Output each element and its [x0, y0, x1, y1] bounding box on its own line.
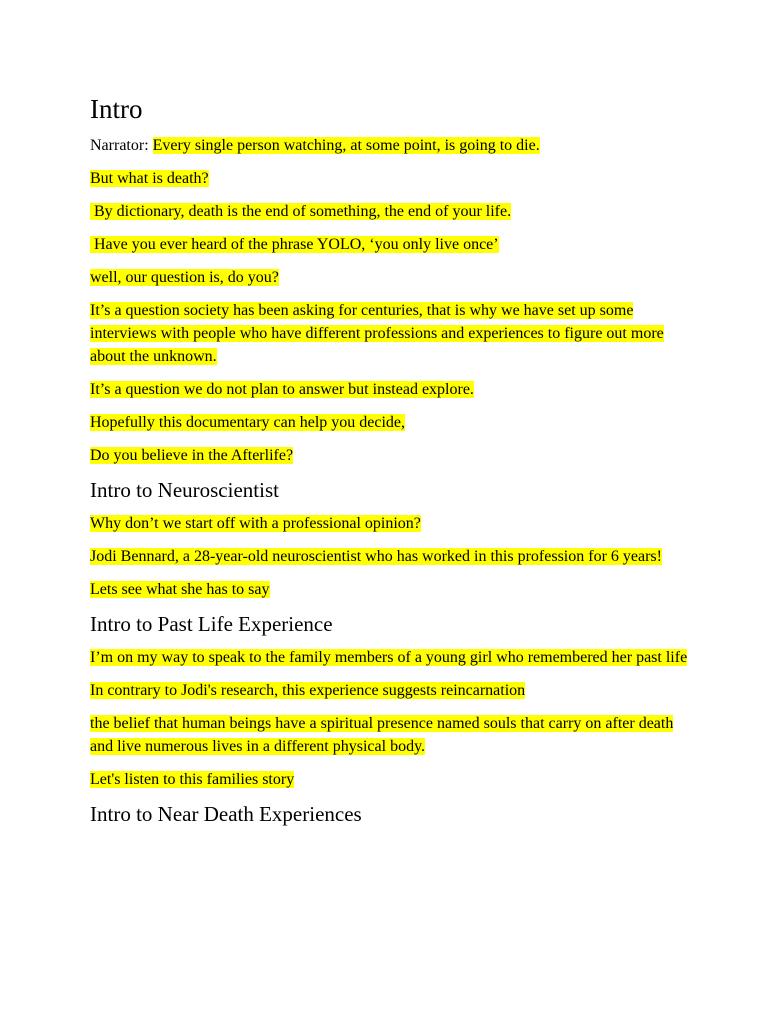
highlighted-text: By dictionary, death is the end of something, the end of your life. [90, 203, 512, 220]
highlighted-text: But what is death? [90, 170, 209, 187]
speaker-label: Narrator: [90, 137, 153, 154]
paragraph [90, 233, 690, 256]
highlighted-text: the belief that human beings have a spiritual presence named souls that carry on after death and live numerous lives in a different physical body. [90, 715, 674, 755]
paragraph [90, 679, 690, 702]
paragraph [90, 444, 690, 467]
highlighted-text: Hopefully this documentary can help you decide, [90, 414, 406, 431]
heading-neuroscientist: Intro to Neuroscientist [90, 478, 279, 502]
section-near-death [90, 801, 690, 828]
highlighted-text: In contrary to Jodi's research, this experience suggests reincarnation [90, 682, 526, 699]
paragraph [90, 646, 690, 669]
paragraph [90, 200, 690, 223]
paragraph [90, 545, 690, 568]
highlighted-text: Let's listen to this families story [90, 771, 295, 788]
heading-past-life: Intro to Past Life Experience [90, 612, 333, 636]
highlighted-text: It’s a question we do not plan to answer but instead explore. [90, 381, 474, 398]
document-page [90, 92, 690, 836]
highlighted-text: Have you ever heard of the phrase YOLO, ‘you only live once’ [90, 236, 499, 253]
heading-near-death: Intro to Near Death Experiences [90, 802, 362, 826]
paragraph [90, 134, 690, 157]
paragraph [90, 712, 690, 758]
paragraph [90, 378, 690, 401]
paragraph [90, 411, 690, 434]
section-neuroscientist [90, 477, 690, 601]
highlighted-text: Do you believe in the Afterlife? [90, 447, 294, 464]
section-intro [90, 92, 690, 467]
highlighted-text: Why don’t we start off with a professional opinion? [90, 515, 421, 532]
paragraph [90, 299, 690, 368]
highlighted-text: Lets see what she has to say [90, 581, 270, 598]
section-past-life [90, 611, 690, 791]
paragraph [90, 266, 690, 289]
paragraph [90, 512, 690, 535]
highlighted-text: It’s a question society has been asking for centuries, that is why we have set up some interviews with people who have different professions and experiences to figure out more about the unknown. [90, 302, 664, 365]
heading-intro: Intro [90, 94, 143, 124]
highlighted-text: well, our question is, do you? [90, 269, 279, 286]
paragraph [90, 167, 690, 190]
paragraph [90, 768, 690, 791]
highlighted-text: Every single person watching, at some point, is going to die. [152, 137, 540, 154]
highlighted-text: I’m on my way to speak to the family members of a young girl who remembered her past life [90, 649, 688, 666]
highlighted-text: Jodi Bennard, a 28-year-old neuroscientist who has worked in this profession for 6 years! [90, 548, 662, 565]
paragraph [90, 578, 690, 601]
